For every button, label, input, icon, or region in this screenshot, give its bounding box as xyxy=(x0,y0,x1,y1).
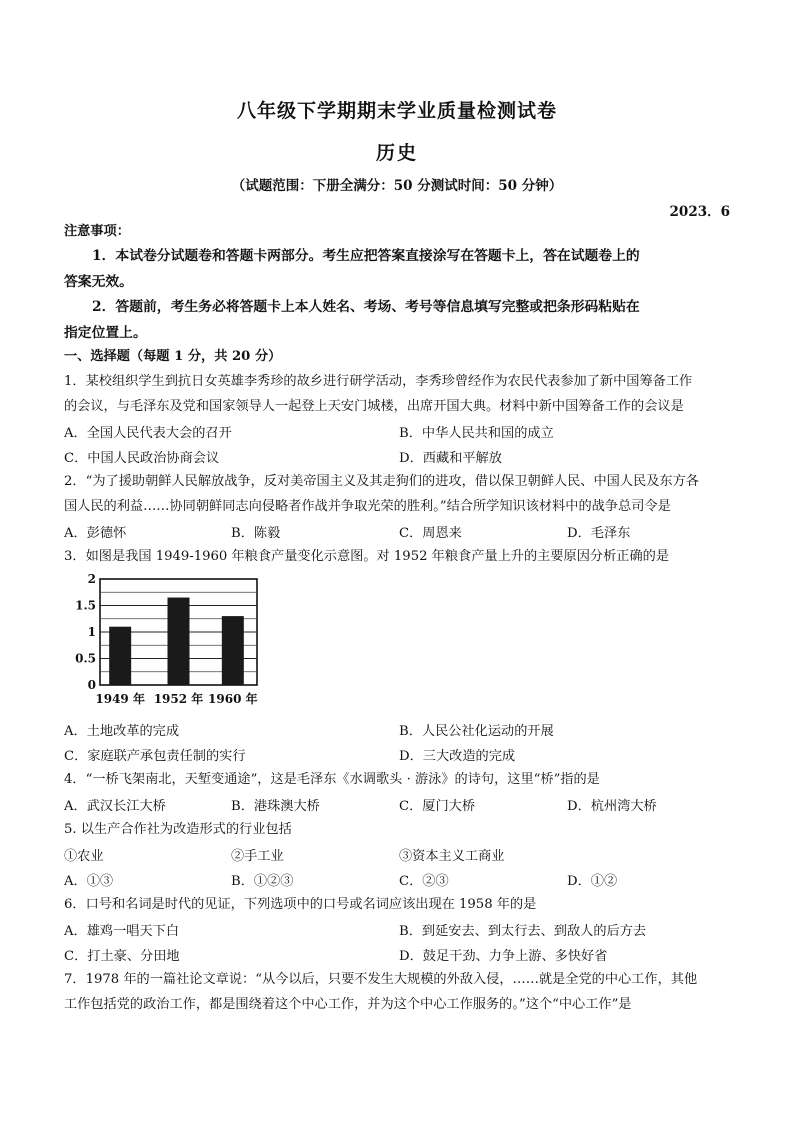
q6-option-b: B．到延安去、到太行去、到敌人的后方去 xyxy=(399,924,647,939)
note-1-cont: 答案无效。 xyxy=(64,274,133,290)
y-tick-label: 1 xyxy=(87,625,96,639)
q2-option-d: D．毛泽东 xyxy=(567,526,631,541)
note-1: 1．本试卷分试题卷和答题卡两部分。考生应把答案直接涂写在答题卡上，答在试题卷上的 xyxy=(92,248,640,264)
subject-title: 历史 xyxy=(375,142,418,164)
q3-stem: 3．如图是我国 1949-1960 年粮食产量变化示意图。对 1952 年粮食产量上升的主要原因分析正确的是 xyxy=(64,549,670,564)
chart-bar xyxy=(168,598,190,685)
q3-option-d: D．三大改造的完成 xyxy=(399,749,516,764)
q5-option-a: A．①③ xyxy=(64,874,114,889)
q6-stem: 6．口号和名词是时代的见证，下列选项中的口号或名词应该出现在 1958 年的是 xyxy=(64,897,537,912)
chart-y-ticks xyxy=(75,573,96,692)
q5-option-b: B．①②③ xyxy=(231,874,294,889)
q3-option-c: C．家庭联产承包责任制的实行 xyxy=(64,749,246,764)
note-2: 2．答题前，考生务必将答题卡上本人姓名、考场、考号等信息填写完整或把条形码粘贴在 xyxy=(92,299,640,315)
notes-label: 注意事项： xyxy=(64,224,130,239)
q5-stem: 5. 以生产合作社为改造形式的行业包括 xyxy=(64,822,292,837)
chart-bars xyxy=(109,598,244,685)
q5-item-2: ②手工业 xyxy=(231,849,284,864)
exam-date: 2023．6 xyxy=(669,204,730,220)
q1-option-b: B．中华人民共和国的成立 xyxy=(399,426,554,441)
exam-scope: （试题范围：下册全满分：50 分测试时间：50 分钟） xyxy=(231,178,563,194)
q1-option-a: A．全国人民代表大会的召开 xyxy=(64,426,232,441)
chart-x-ticks xyxy=(95,691,257,706)
x-tick-label: 1952 年 xyxy=(153,692,204,706)
q2-option-b: B．陈毅 xyxy=(231,526,281,541)
q3-option-a: A．土地改革的完成 xyxy=(64,724,180,739)
x-tick-label: 1949 年 xyxy=(95,692,145,706)
note-2-cont: 指定位置上。 xyxy=(64,325,147,341)
section-heading: 一、选择题（每题 1 分，共 20 分） xyxy=(64,349,282,364)
q4-option-a: A．武汉长江大桥 xyxy=(64,799,166,814)
q5-option-c: C．②③ xyxy=(399,874,449,889)
q4-stem: 4．“一桥飞架南北，天堑变通途”，这是毛泽东《水调歌头 · 游泳》的诗句，这里“桥”指的是 xyxy=(64,772,600,787)
q2-option-a: A．彭德怀 xyxy=(64,526,127,541)
q1-option-c: C．中国人民政治协商会议 xyxy=(64,451,220,466)
q4-option-b: B．港珠澳大桥 xyxy=(231,799,320,814)
q1-stem: 1．某校组织学生到抗日女英雄李秀珍的故乡进行研学活动，李秀珍曾经作为农民代表参加了新中国筹备工作 xyxy=(64,374,693,389)
q4-option-c: C．厦门大桥 xyxy=(399,799,476,814)
y-tick-label: 1.5 xyxy=(75,598,96,613)
y-tick-label: 2 xyxy=(87,573,96,586)
q6-option-a: A．雄鸡一唱天下白 xyxy=(64,924,180,939)
x-tick-label: 1960 年 xyxy=(208,692,258,706)
q4-option-d: D．杭州湾大桥 xyxy=(567,799,657,814)
q6-option-d: D．鼓足干劲、力争上游、多快好省 xyxy=(399,949,608,964)
q5-option-d: D．①② xyxy=(567,874,618,889)
q2-option-c: C．周恩来 xyxy=(399,526,462,541)
q3-option-b: B．人民公社化运动的开展 xyxy=(399,724,554,739)
y-tick-label: 0 xyxy=(87,678,96,692)
q5-item-1: ①农业 xyxy=(64,849,104,864)
q6-option-c: C．打土豪、分田地 xyxy=(64,949,180,964)
exam-title: 八年级下学期期末学业质量检测试卷 xyxy=(236,100,557,122)
q1-option-d: D．西藏和平解放 xyxy=(399,451,502,466)
q2-stem-cont: 国人民的利益……协同朝鲜同志向侵略者作战并争取光荣的胜利。”结合所学知识该材料中的战争总司令是 xyxy=(64,499,671,514)
q5-item-3: ③资本主义工商业 xyxy=(399,849,505,864)
q2-stem: 2．“为了援助朝鲜人民解放战争，反对美帝国主义及其走狗们的进攻，借以保卫朝鲜人民、中国人民及东方各 xyxy=(64,474,699,489)
q7-stem: 7．1978 年的一篇社论文章说：“从今以后，只要不发生大规模的外敌入侵，……就是全党的中心工作，其他 xyxy=(64,972,698,987)
q7-stem-cont: 工作包括党的政治工作，都是围绕着这个中心工作，并为这个中心工作服务的。”这个“中心工作”是 xyxy=(64,997,632,1012)
chart-bar xyxy=(222,616,244,685)
q1-stem-cont: 的会议，与毛泽东及党和国家领导人一起登上天安门城楼，出席开国大典。材料中新中国筹备工作的会议是 xyxy=(64,399,684,414)
grain-output-chart xyxy=(62,573,262,708)
y-tick-label: 0.5 xyxy=(75,651,96,666)
chart-bar xyxy=(109,627,131,685)
